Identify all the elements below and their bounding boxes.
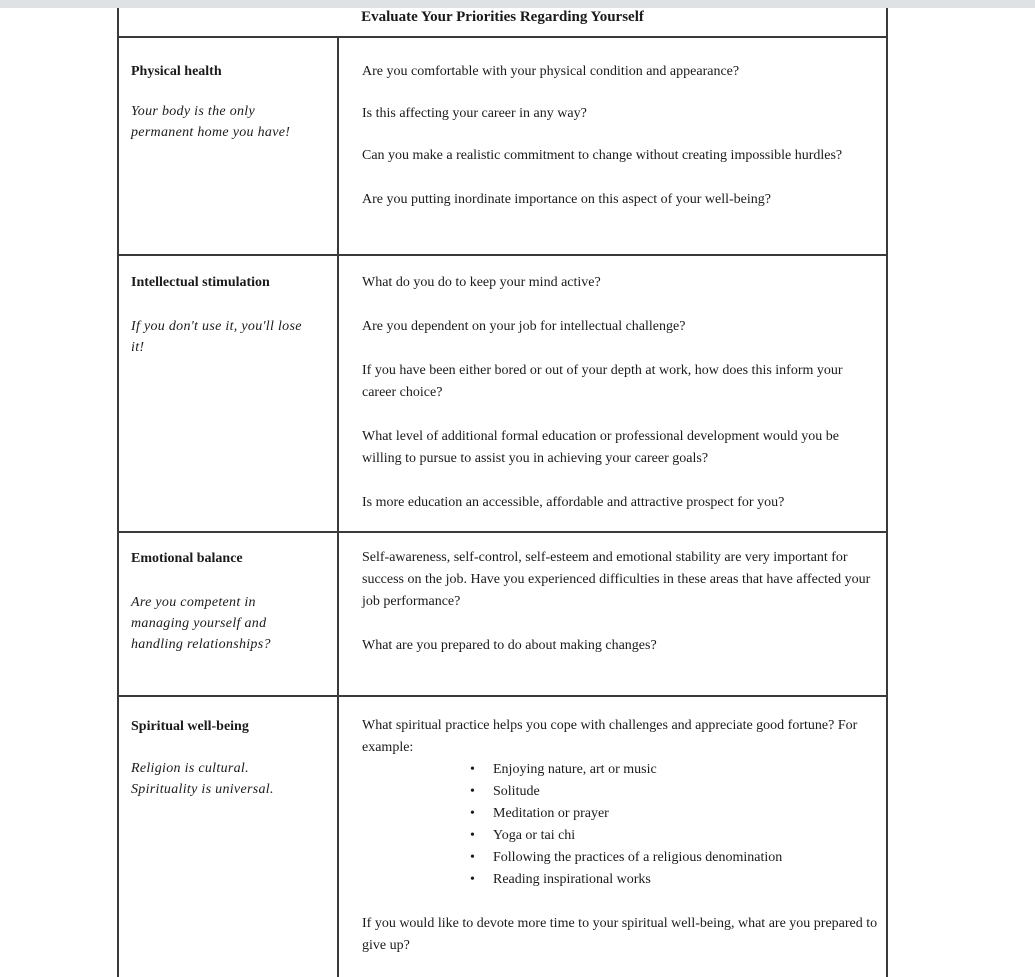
questions-cell [339, 256, 886, 531]
list-item-text: Solitude [493, 784, 540, 799]
table-row-emotional-balance [119, 533, 886, 697]
category-motto: If you don't use it, you'll lose it! [131, 319, 302, 355]
category-heading: Spiritual well-being [131, 719, 249, 734]
priorities-table [117, 8, 888, 977]
list-item [470, 781, 880, 803]
question: What are you prepared to do about making changes? [362, 638, 657, 653]
question: If you have been either bored or out of your depth at work, how does this inform your career choice? [362, 363, 843, 400]
category-heading: Emotional balance [131, 551, 243, 566]
category-cell [119, 38, 339, 254]
table-title: Evaluate Your Priorities Regarding Yourself [119, 8, 886, 38]
question: What level of additional formal education or professional development would you be willing to pursue to assist you in achieving your career goals? [362, 429, 840, 466]
bullet-icon: • [470, 762, 475, 777]
bullet-icon: • [470, 784, 475, 799]
list-item-text: Reading inspirational works [493, 872, 651, 887]
bullet-icon: • [470, 828, 475, 843]
example-list [362, 759, 880, 891]
question: Is more education an accessible, affordable and attractive prospect for you? [362, 495, 785, 510]
category-cell [119, 697, 339, 977]
list-item-text: Enjoying nature, art or music [493, 762, 657, 777]
question: Are you putting inordinate importance on this aspect of your well-being? [362, 192, 772, 207]
category-cell [119, 256, 339, 531]
table-row-physical-health [119, 38, 886, 256]
questions-cell [339, 697, 886, 977]
questions-cell [339, 533, 886, 695]
list-item [470, 825, 880, 847]
question: If you would like to devote more time to your spiritual well-being, what are you prepared to give up? [362, 916, 878, 953]
bullet-icon: • [470, 872, 475, 887]
list-item-text: Following the practices of a religious denomination [493, 850, 783, 865]
category-heading: Physical health [131, 64, 222, 79]
list-item [470, 759, 880, 781]
bullet-icon: • [470, 850, 475, 865]
question: Self-awareness, self-control, self-esteem and emotional stability are very important for success on the job. Have you experienced difficulties in these areas that have affected your job performance? [362, 550, 871, 609]
list-item [470, 847, 880, 869]
bullet-icon: • [470, 806, 475, 821]
list-item-text: Yoga or tai chi [493, 828, 576, 843]
list-item-text: Meditation or prayer [493, 806, 609, 821]
table-row-spiritual-well-being [119, 697, 886, 977]
category-motto: Your body is the only permanent home you have! [131, 104, 291, 140]
category-cell [119, 533, 339, 695]
question: Are you dependent on your job for intellectual challenge? [362, 319, 686, 334]
questions-cell [339, 38, 886, 254]
category-motto: Religion is cultural. Spirituality is universal. [131, 761, 274, 797]
question: Are you comfortable with your physical condition and appearance? [362, 64, 740, 79]
category-motto: Are you competent in managing yourself and handling relationships? [131, 595, 271, 652]
question: Is this affecting your career in any way? [362, 106, 587, 121]
question: What do you do to keep your mind active? [362, 275, 601, 290]
question: Can you make a realistic commitment to change without creating impossible hurdles? [362, 148, 843, 163]
list-item [470, 869, 880, 891]
top-band [0, 0, 1035, 8]
table-row-intellectual-stimulation [119, 256, 886, 533]
list-item [470, 803, 880, 825]
category-heading: Intellectual stimulation [131, 275, 270, 290]
question: What spiritual practice helps you cope with challenges and appreciate good fortune? For example: [362, 718, 858, 755]
